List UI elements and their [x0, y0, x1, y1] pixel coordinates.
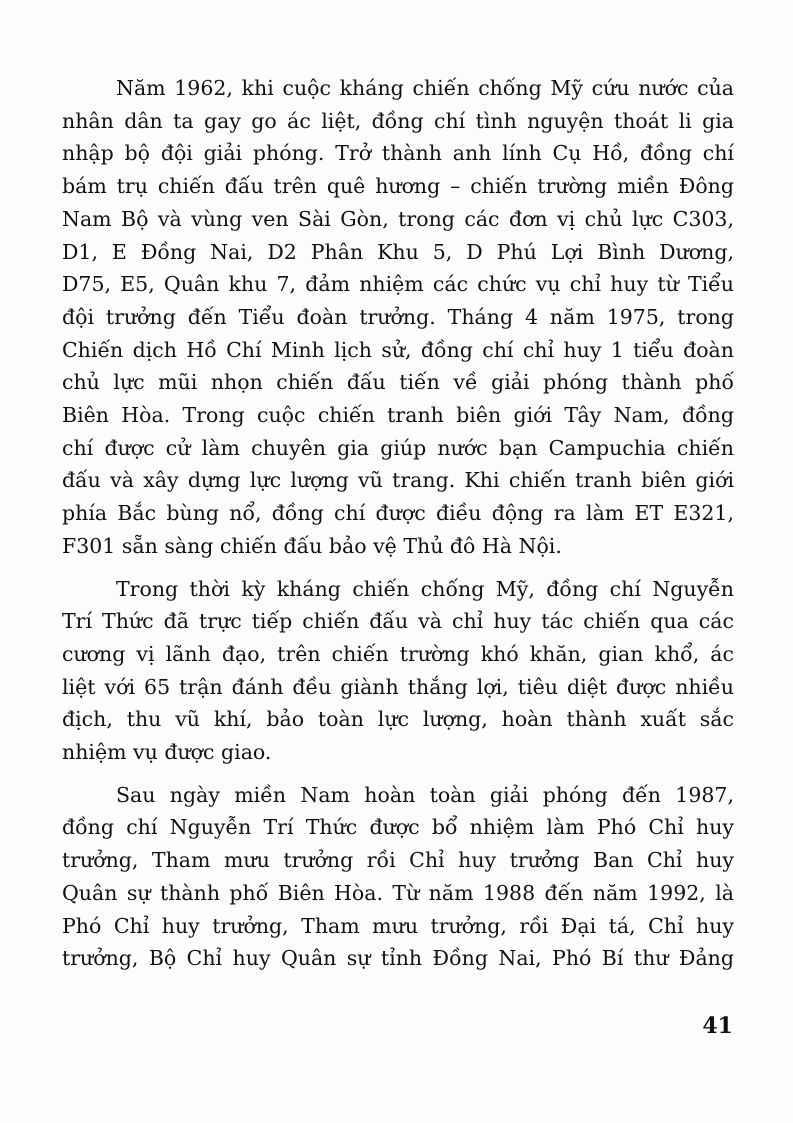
text-line: Trí Thức đã trực tiếp chiến đấu và chỉ huy tác chiến qua các [62, 609, 734, 634]
text-line: trưởng, Tham mưu trưởng rồi Chỉ huy trưởng Ban Chỉ huy [62, 848, 734, 873]
paragraph-1 [62, 72, 734, 563]
paragraph-2 [62, 573, 734, 769]
text-line: liệt với 65 trận đánh đều giành thắng lợi, tiêu diệt được nhiều [62, 674, 734, 699]
text-line: D75, E5, Quân khu 7, đảm nhiệm các chức vụ chỉ huy từ Tiểu [62, 272, 734, 297]
text-line: nhân dân ta gay go ác liệt, đồng chí tình nguyện thoát li gia [62, 108, 734, 133]
text-line: Năm 1962, khi cuộc kháng chiến chống Mỹ cứu nước của [116, 76, 734, 100]
text-line: Chiến dịch Hồ Chí Minh lịch sử, đồng chí chỉ huy 1 tiểu đoàn [62, 337, 734, 362]
text-line: địch, thu vũ khí, bảo toàn lực lượng, hoàn thành xuất sắc [62, 707, 734, 732]
text-line: Sau ngày miền Nam hoàn toàn giải phóng đến 1987, [116, 782, 734, 807]
text-line: trưởng, Bộ Chỉ huy Quân sự tỉnh Đồng Nai, Phó Bí thư Đảng [62, 946, 734, 971]
text-line: bám trụ chiến đấu trên quê hương – chiến trường miền Đông [62, 174, 734, 199]
text-line: chí được cử làm chuyên gia giúp nước bạn Campuchia chiến [62, 435, 734, 460]
text-line: phía Bắc bùng nổ, đồng chí được điều động ra làm ET E321, [62, 501, 734, 526]
text-line: cương vị lãnh đạo, trên chiến trường khó khăn, gian khổ, ác [62, 641, 734, 666]
paragraph-3 [62, 779, 734, 975]
text-line: đội trưởng đến Tiểu đoàn trưởng. Tháng 4 năm 1975, trong [62, 304, 734, 329]
text-line: Nam Bộ và vùng ven Sài Gòn, trong các đơn vị chủ lực C303, [62, 206, 734, 231]
text-line: nhiệm vụ được giao. [62, 740, 272, 765]
text-line: đấu và xây dựng lực lượng vũ trang. Khi chiến tranh biên giới [62, 468, 734, 493]
text-line: D1, E Đồng Nai, D2 Phân Khu 5, D Phú Lợi Bình Dương, [62, 239, 734, 264]
body-text [62, 72, 734, 975]
page-number: 41 [702, 1013, 733, 1039]
text-line: Trong thời kỳ kháng chiến chống Mỹ, đồng chí Nguyễn [116, 576, 734, 601]
text-line: nhập bộ đội giải phóng. Trở thành anh lính Cụ Hồ, đồng chí [62, 141, 734, 166]
text-line: chủ lực mũi nhọn chiến đấu tiến về giải phóng thành phố [62, 370, 734, 395]
text-line: Quân sự thành phố Biên Hòa. Từ năm 1988 đến năm 1992, là [62, 880, 734, 905]
text-line: F301 sẵn sàng chiến đấu bảo vệ Thủ đô Hà Nội. [62, 533, 562, 558]
text-line: đồng chí Nguyễn Trí Thức được bổ nhiệm làm Phó Chỉ huy [62, 815, 734, 840]
text-line: Biên Hòa. Trong cuộc chiến tranh biên giới Tây Nam, đồng [62, 403, 734, 428]
text-line: Phó Chỉ huy trưởng, Tham mưu trưởng, rồi Đại tá, Chỉ huy [62, 913, 734, 938]
